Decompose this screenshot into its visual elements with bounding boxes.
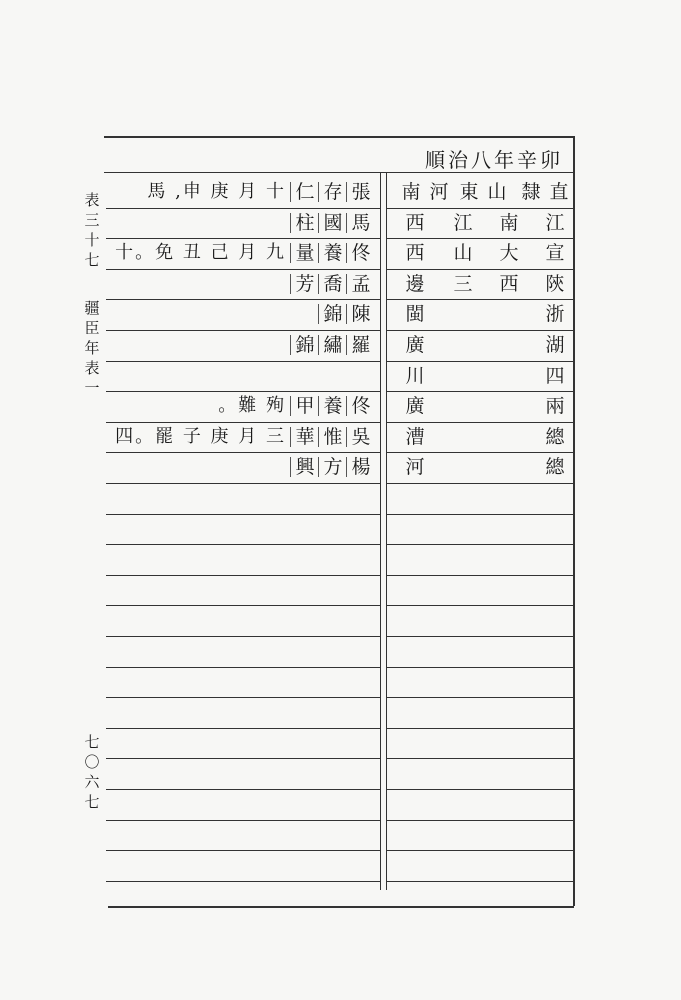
- position-char: 兩: [545, 395, 565, 417]
- position-char: 河: [429, 181, 449, 203]
- official-name-char: 陳: [351, 303, 371, 325]
- row-rule: [106, 544, 380, 545]
- position-char: 南: [499, 212, 519, 234]
- official-name-char: 喬: [323, 273, 343, 295]
- char-divider: [290, 274, 291, 294]
- official-name-char: 方: [323, 456, 343, 478]
- row-rule: [106, 850, 380, 851]
- position-char: 山: [487, 181, 507, 203]
- official-name-char: 存: [323, 181, 343, 203]
- position-char: 西: [499, 273, 519, 295]
- char-divider: [290, 243, 291, 263]
- margin-title-char: 年: [84, 339, 100, 357]
- official-name-char: 國: [323, 212, 343, 234]
- bottom-rule: [108, 906, 574, 908]
- row-rule: [386, 758, 573, 759]
- appointment-note: 四。罷 子 庚 月 三: [115, 426, 286, 447]
- row-rule: [106, 697, 380, 698]
- page-number-char: 七: [84, 793, 100, 811]
- position-char: 東: [459, 181, 479, 203]
- official-name-char: 華: [295, 426, 315, 448]
- table-row: [0, 177, 681, 207]
- position-char: 廣: [405, 395, 425, 417]
- row-rule: [386, 605, 573, 606]
- official-name-char: 張: [351, 181, 371, 203]
- official-name-char: 芳: [295, 273, 315, 295]
- row-rule: [106, 636, 380, 637]
- position-char: 江: [545, 212, 565, 234]
- char-divider: [290, 335, 291, 355]
- position-char: 總: [545, 426, 565, 448]
- official-name-char: 柱: [295, 212, 315, 234]
- page-number-char: 〇: [84, 753, 100, 771]
- row-rule: [106, 728, 380, 729]
- official-name-char: 楊: [351, 456, 371, 478]
- position-char: 西: [405, 212, 425, 234]
- row-rule: [386, 575, 573, 576]
- char-divider: [290, 427, 291, 447]
- official-name-char: 惟: [323, 426, 343, 448]
- row-rule: [106, 820, 380, 821]
- margin-title-char: 疆: [84, 299, 100, 317]
- position-char: 大: [499, 242, 519, 264]
- char-divider: [290, 213, 291, 233]
- official-name-char: 吳: [351, 426, 371, 448]
- page-number: [82, 732, 102, 812]
- page-number-char: 七: [84, 733, 100, 751]
- table-row: [0, 208, 681, 238]
- margin-title-char: 七: [84, 251, 100, 269]
- appointment-note: 馬 ,申 庚 月 十: [147, 181, 286, 202]
- table-row: [0, 330, 681, 360]
- position-char: 湖: [545, 334, 565, 356]
- position-char: 漕: [405, 426, 425, 448]
- row-rule: [106, 483, 380, 484]
- table-row: [0, 452, 681, 482]
- row-rule: [106, 881, 380, 882]
- row-rule: [386, 820, 573, 821]
- official-name-char: 興: [295, 456, 315, 478]
- position-char: 江: [453, 212, 473, 234]
- position-char: 閩: [405, 303, 425, 325]
- position-char: 廣: [405, 334, 425, 356]
- margin-title-char: 三: [84, 211, 100, 229]
- official-name-char: 甲: [295, 395, 315, 417]
- row-rule: [386, 789, 573, 790]
- table-row: [0, 422, 681, 452]
- position-char: 總: [545, 456, 565, 478]
- official-name-char: 錦: [323, 303, 343, 325]
- appointment-note: 十。免 丑 己 月 九: [115, 242, 286, 263]
- table-row: [0, 238, 681, 268]
- position-char: 三: [453, 273, 473, 295]
- official-name-char: 孟: [351, 273, 371, 295]
- official-name-char: 量: [295, 242, 315, 264]
- official-name-char: 馬: [351, 212, 371, 234]
- position-char: 山: [453, 242, 473, 264]
- margin-title-char: 一: [84, 379, 100, 397]
- official-name-char: 養: [323, 242, 343, 264]
- position-char: 四: [545, 365, 565, 387]
- char-divider: [290, 396, 291, 416]
- official-name-char: 仁: [295, 181, 315, 203]
- row-rule: [386, 850, 573, 851]
- table-row: [0, 299, 681, 329]
- row-rule: [386, 728, 573, 729]
- official-name-char: 養: [323, 395, 343, 417]
- table-row: [0, 361, 681, 391]
- table-row: [0, 269, 681, 299]
- row-rule: [386, 697, 573, 698]
- position-char: 隸: [521, 181, 541, 203]
- row-rule: [106, 667, 380, 668]
- row-rule: [386, 544, 573, 545]
- row-rule: [386, 636, 573, 637]
- row-rule: [106, 758, 380, 759]
- row-rule: [386, 667, 573, 668]
- row-rule: [106, 514, 380, 515]
- row-rule: [106, 789, 380, 790]
- char-divider: [290, 457, 291, 477]
- row-rule: [386, 483, 573, 484]
- row-rule: [106, 575, 380, 576]
- top-rule: [104, 136, 574, 138]
- table-row: [0, 391, 681, 421]
- appointment-note: 。難 殉: [218, 395, 286, 416]
- margin-title-char: 表: [84, 359, 100, 377]
- position-char: 宣: [545, 242, 565, 264]
- position-char: 川: [405, 365, 425, 387]
- char-divider: [290, 182, 291, 202]
- position-char: 陝: [545, 273, 565, 295]
- char-divider: [318, 304, 319, 324]
- official-name-char: 佟: [351, 242, 371, 264]
- margin-title-char: 十: [84, 231, 100, 249]
- page-number-char: 六: [84, 773, 100, 791]
- position-char: 西: [405, 242, 425, 264]
- row-rule: [386, 881, 573, 882]
- position-char: 河: [405, 456, 425, 478]
- position-char: 直: [549, 181, 569, 203]
- margin-title-char: 臣: [84, 319, 100, 337]
- position-char: 南: [401, 181, 421, 203]
- row-rule: [106, 605, 380, 606]
- margin-title-char: 表: [84, 191, 100, 209]
- row-rule: [386, 514, 573, 515]
- official-name-char: 佟: [351, 395, 371, 417]
- official-name-char: 錦: [295, 334, 315, 356]
- official-name-char: 羅: [351, 334, 371, 356]
- position-char: 浙: [545, 303, 565, 325]
- position-char: 邊: [405, 273, 425, 295]
- year-heading: 順治八年辛卯: [425, 148, 563, 172]
- official-name-char: 繡: [323, 334, 343, 356]
